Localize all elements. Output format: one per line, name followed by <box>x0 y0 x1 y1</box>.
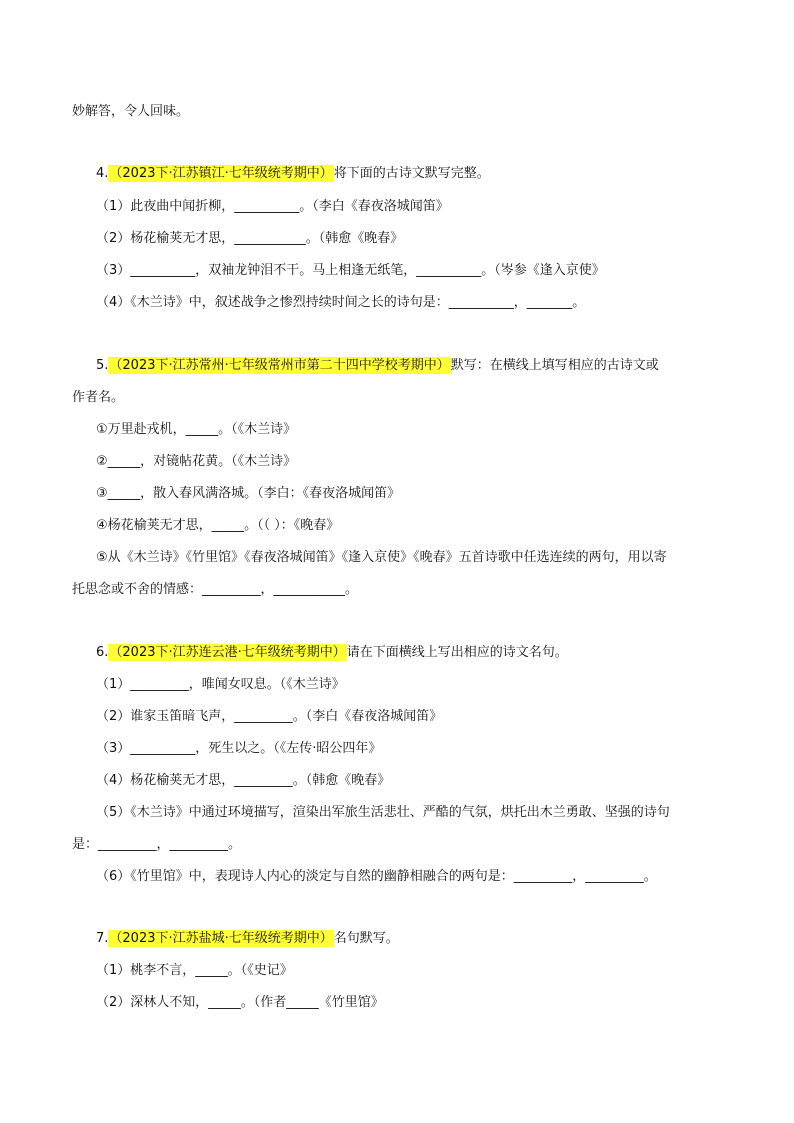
fill-blank-line: （2）深林人不知，_____。（作者_____《竹里馆》 <box>96 995 384 1010</box>
question-number: 6. <box>96 645 109 660</box>
source-tag-highlight: （2023下·江苏连云港·七年级统考期中） <box>109 645 346 660</box>
question-4-title <box>96 165 490 183</box>
fill-blank-line: （1）桃李不言，_____。（《史记》 <box>96 963 293 978</box>
question-7-title <box>96 930 399 948</box>
fill-blank-line: （4）《木兰诗》中，叙述战争之惨烈持续时间之长的诗句是：__________，_______。 <box>96 295 586 310</box>
fill-blank-line: 托思念或不舍的情感：_________，___________。 <box>72 582 359 597</box>
question-6-title <box>96 644 568 662</box>
text-line: 妙解答，令人回味。 <box>72 104 190 119</box>
fill-blank-line: （2）谁家玉笛暗飞声，_________。（李白《春夜洛城闻笛》 <box>96 709 443 724</box>
question-number: 4. <box>96 166 109 181</box>
fill-blank-line: ⑤从《木兰诗》《竹里馆》《春夜洛城闻笛》《逢入京使》《晚春》五首诗歌中任选连续的两句，用以寄 <box>96 550 667 565</box>
text-line: 作者名。 <box>72 390 125 405</box>
fill-blank-line: （4）杨花榆荚无才思，_________。（韩愈《晚春》 <box>96 773 391 788</box>
question-5-title <box>96 357 659 375</box>
question-number: 7. <box>96 931 109 946</box>
fill-blank-line: （3）__________，双袖龙钟泪不干。马上相逢无纸笔，__________。（岑参《逢入京使》 <box>96 263 605 278</box>
fill-blank-line: （6）《竹里馆》中，表现诗人内心的淡定与自然的幽静相融合的两句是：_________，_________。 <box>96 869 657 884</box>
fill-blank-line: （1）_________，唯闻女叹息。（《木兰诗》 <box>96 677 345 692</box>
source-tag-highlight: （2023下·江苏盐城·七年级统考期中） <box>109 931 333 946</box>
question-number: 5. <box>96 358 109 373</box>
question-prompt: 名句默写。 <box>333 931 399 946</box>
question-prompt: 默写：在横线上填写相应的古诗文或 <box>450 358 659 373</box>
fill-blank-line: ④杨花榆荚无才思，_____。（（ ）：《晚春》 <box>96 518 340 533</box>
fill-blank-line: 是：_________，_________。 <box>72 837 242 852</box>
fill-blank-line: ①万里赴戎机，_____。（《木兰诗》 <box>96 422 297 437</box>
question-prompt: 将下面的古诗文默写完整。 <box>333 166 490 181</box>
source-tag-highlight: （2023下·江苏镇江·七年级统考期中） <box>109 166 333 181</box>
fill-blank-line: （2）杨花榆荚无才思，___________。（韩愈《晚春》 <box>96 231 404 246</box>
fill-blank-line: ③_____，散入春风满洛城。（李白：《春夜洛城闻笛》 <box>96 486 401 501</box>
source-tag-highlight: （2023下·江苏常州·七年级常州市第二十四中学校考期中） <box>109 358 450 373</box>
fill-blank-line: （1）此夜曲中闻折柳，__________。（李白《春夜洛城闻笛》 <box>96 199 449 214</box>
fill-blank-line: ②_____，对镜帖花黄。（《木兰诗》 <box>96 454 297 469</box>
fill-blank-line: （5）《木兰诗》中通过环境描写，渲染出军旅生活悲壮、严酷的气氛，烘托出木兰勇敢、坚强的诗句 <box>96 805 670 820</box>
question-prompt: 请在下面横线上写出相应的诗文名句。 <box>346 645 568 660</box>
fill-blank-line: （3）__________，死生以之。（《左传·昭公四年》 <box>96 741 382 756</box>
